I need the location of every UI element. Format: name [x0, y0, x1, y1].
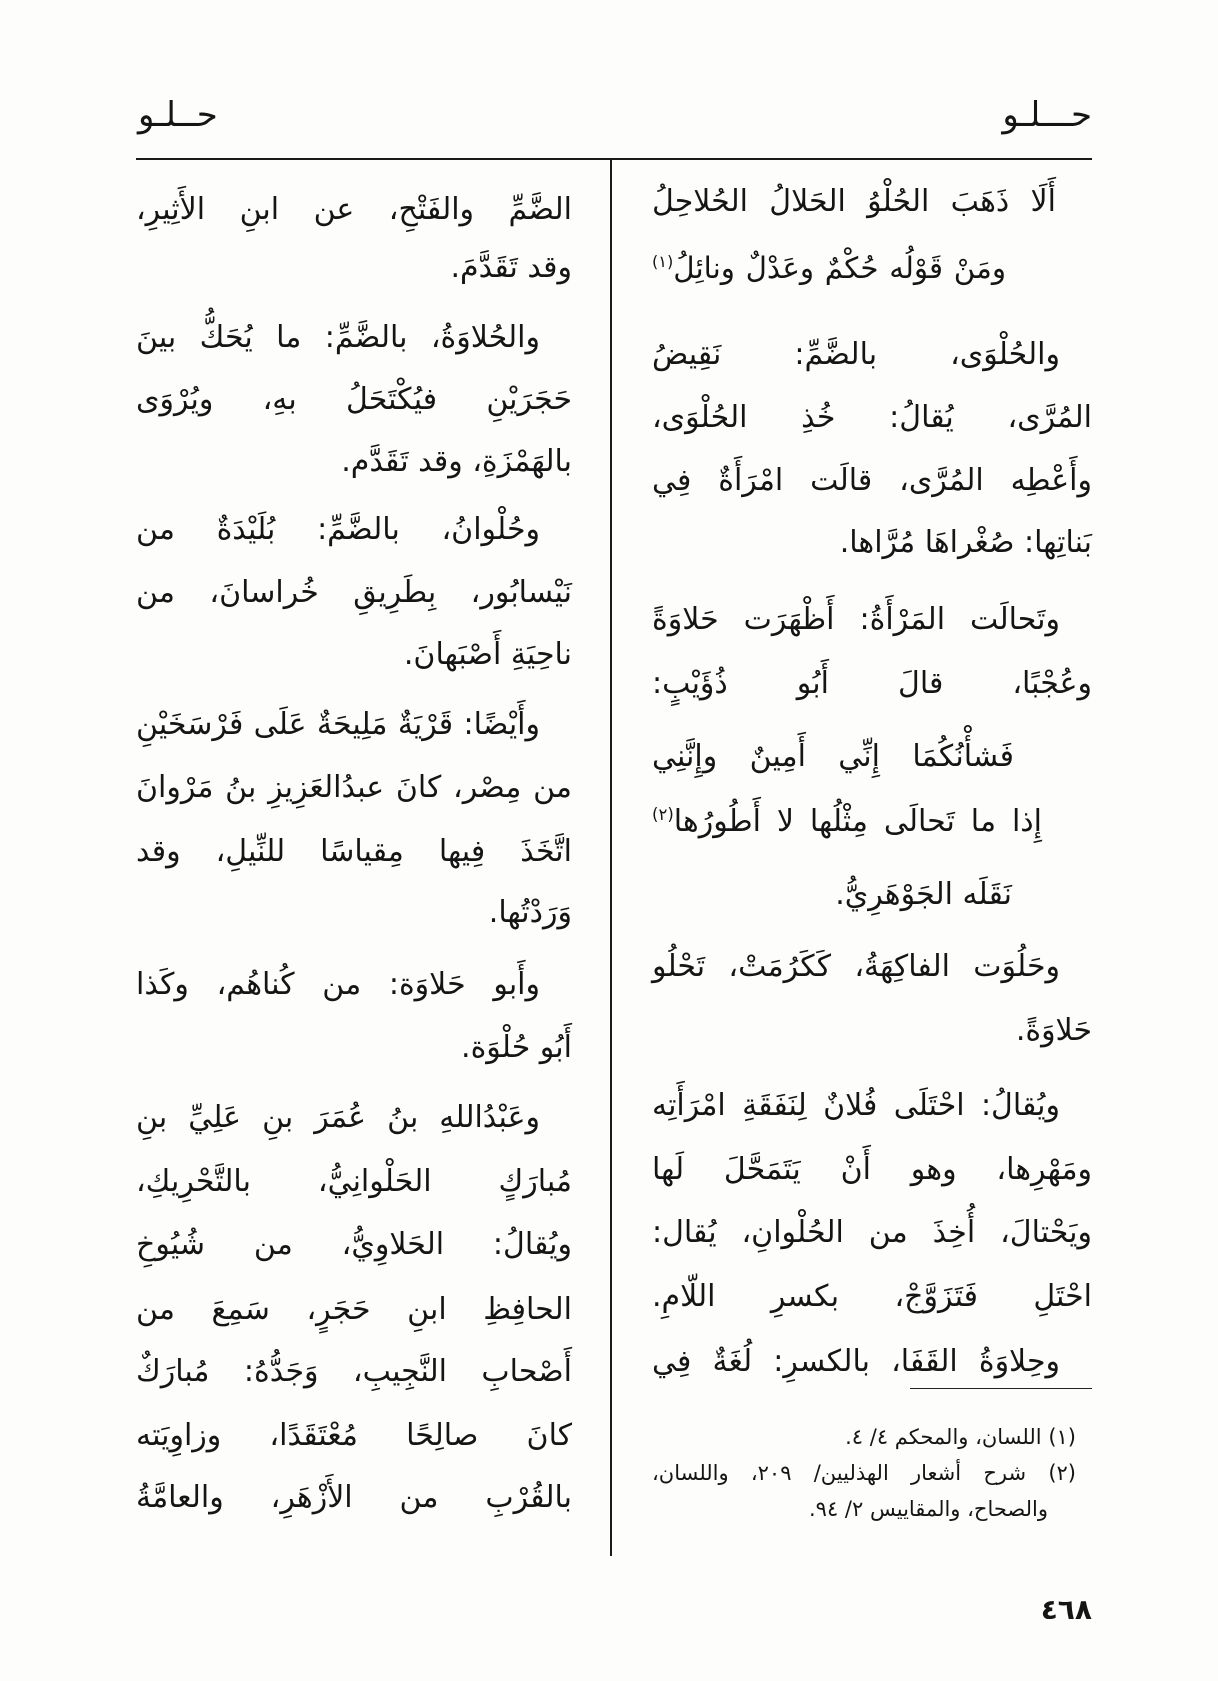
text-line: ويُقالُ: الحَلاوِيُّ، من شُيُوخِ — [136, 1227, 572, 1262]
text-line: وعُجْبًا، قالَ أَبُو ذُؤَيْبٍ: — [652, 666, 1092, 701]
footnote-ref: (٢) — [652, 805, 674, 824]
verse-line: أَلَا ذَهَبَ الحُلْوُ الحَلالُ الحُلاحِلُ — [652, 184, 1056, 219]
footnote-text: اللسان، والمحكم ٤/ ٤. — [845, 1425, 1042, 1449]
column-divider — [610, 158, 612, 1556]
text-line: بالقُرْبِ من الأَزْهَرِ، والعامَّةُ — [136, 1480, 572, 1515]
paragraph-first-line: وتَحالَت المَرْأَةُ: أَظْهَرَت حَلاوَةً — [652, 602, 1060, 637]
verse-line — [652, 240, 1092, 296]
paragraph-last-line: احْتَلِ فَتَزَوَّجْ، بكسرِ اللّامِ. — [652, 1279, 1092, 1314]
text-line: ومَهْرِها، وهو أَنْ يَتَمَحَّلَ لَها — [652, 1152, 1092, 1187]
footnote-2 — [652, 1456, 1092, 1490]
paragraph-first-line: والحُلْوَى، بالضَّمِّ: نَقِيضُ — [652, 337, 1060, 372]
paragraph-last-line: بالهَمْزَةِ، وقد تَقَدَّم. — [341, 444, 572, 479]
paragraph-last-line: ناحِيَةِ أَصْبَهانَ. — [403, 637, 572, 672]
verse-line: فَشأْنُكُمَا إِنِّي أَمِينٌ وإِنَّنِي — [652, 739, 1014, 774]
paragraph-last-line: حَلاوَةً. — [1015, 1013, 1092, 1048]
paragraph-first-line: وعَبْدُاللهِ بنُ عُمَرَ بنِ عَلِيِّ بنِ — [136, 1100, 540, 1135]
right-column — [652, 0, 1092, 1681]
text-line: حَجَرَيْنِ فيُكْتَحَلُ بهِ، ويُرْوَى — [136, 382, 572, 417]
footnote-separator — [910, 1388, 1092, 1389]
footnote-2-continuation: والصحاح، والمقاييس ٢/ ٩٤. — [808, 1497, 1048, 1521]
paragraph-last-line: بَناتِها: صُغْراهَا مُرَّاها. — [839, 525, 1092, 560]
footnote-1 — [652, 1420, 1092, 1454]
text-line: ويَحْتالَ، أُخِذَ من الحُلْوانِ، يُقال: — [652, 1215, 1092, 1250]
verse-text: إِذا ما تَحالَى مِثْلُها لا أَطُورُها — [673, 804, 1042, 839]
paragraph-first-line: ويُقالُ: احْتَلَى فُلانٌ لِنَفَقَةِ امْرَأَتِه — [652, 1088, 1060, 1123]
text-line: من مِصْر، كانَ عبدُالعَزِيزِ بنُ مَرْوانَ — [136, 770, 572, 805]
paragraph-last-line: وَرَدْتُها. — [488, 895, 572, 930]
paragraph-first-line: وأَيْضًا: قَرْيَةٌ مَلِيحَةٌ عَلَى فَرْسَخَيْنِ — [136, 707, 540, 742]
footnote-ref: (١) — [652, 252, 674, 272]
footnote-marker: (١) — [1048, 1425, 1076, 1449]
text-line: الحافِظِ ابنِ حَجَرٍ، سَمِعَ من — [136, 1292, 572, 1327]
paragraph-last-line: وقد تَقَدَّمَ. — [450, 250, 572, 285]
text-line: كانَ صالِحًا مُعْتَقَدًا، وزاوِيَته — [136, 1418, 572, 1453]
text-line: نَيْسابُور، بِطَرِيقِ خُراسانَ، من — [136, 575, 572, 610]
text-line: أَصْحابِ النَّجِيبِ، وَجَدُّهُ: مُبارَكٌ — [136, 1354, 572, 1389]
verse-line — [652, 794, 1092, 850]
paragraph-first-line: وحِلاوَةُ القَفَا، بالكسرِ: لُغَةٌ فِي — [652, 1344, 1060, 1379]
paragraph-first-line: والحُلاوَةُ، بالضَّمِّ: ما يُحَكُّ بينَ — [136, 320, 540, 355]
page-number: ٤٦٨ — [1040, 1593, 1092, 1626]
text-line: نَقَلَه الجَوْهَرِيُّ. — [835, 877, 1012, 912]
text-line: الضَّمِّ والفَتْحِ، عن ابنِ الأَثِيرِ، — [136, 192, 572, 227]
text-line: وأَعْطِه المُرَّى، قالَت امْرَأَةٌ فِي — [652, 463, 1092, 498]
text-line: مُبارَكٍ الحَلْوانِيُّ، بالتَّحْرِيكِ، — [136, 1164, 572, 1199]
text-line: اتَّخَذَ فِيها مِقياسًا للنِّيلِ، وقد — [136, 834, 572, 869]
running-headword-left: حــلـو — [138, 95, 218, 135]
running-headword-right: حـــلـو — [1002, 95, 1092, 135]
paragraph-first-line: وحُلْوانُ، بالضَّمِّ: بُلَيْدَةٌ من — [136, 512, 540, 547]
verse-text: ومَنْ قَوْلُه حُكْمٌ وعَدْلٌ ونائِلُ — [673, 251, 1006, 285]
footnote-text: شرح أشعار الهذليين/ ٢٠٩، واللسان، — [652, 1461, 1027, 1485]
text-line: المُرَّى، يُقالُ: خُذِ الحُلْوَى، — [652, 400, 1092, 435]
paragraph-first-line: وحَلُوَت الفاكِهَةُ، كَكَرُمَتْ، تَحْلُو — [652, 949, 1060, 984]
footnote-marker: (٢) — [1048, 1461, 1076, 1485]
paragraph-first-line: وأَبو حَلاوَة: من كُناهُم، وكَذا — [136, 967, 540, 1002]
paragraph-last-line: أَبُو حُلْوَة. — [461, 1030, 572, 1065]
left-column — [136, 0, 572, 1681]
